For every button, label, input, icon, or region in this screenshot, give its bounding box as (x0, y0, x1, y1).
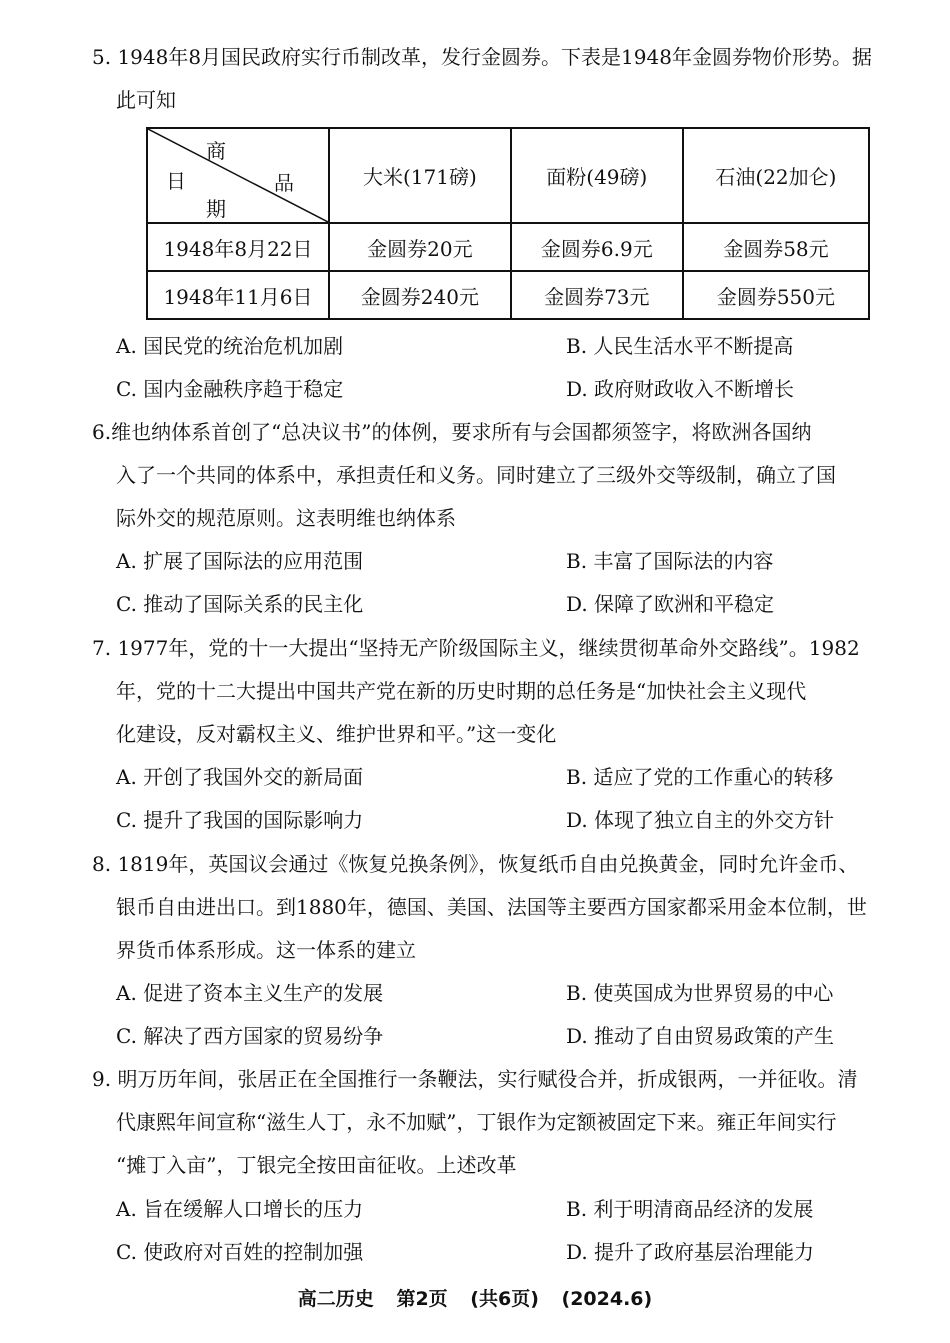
question-6-line2: 入了一个共同的体系中，承担责任和义务。同时建立了三级外交等级制，确立了国 (116, 463, 836, 487)
question-8-options (116, 972, 906, 1058)
footer-date: (2024.6) (561, 1288, 653, 1310)
cell-rice-price: 金圆券240元 (329, 271, 511, 319)
question-7 (92, 627, 907, 756)
cell-oil-price: 金圆券550元 (683, 271, 869, 319)
question-8 (92, 843, 907, 972)
option-a[interactable]: A. 扩展了国际法的应用范围 (116, 549, 364, 573)
header-label-qi: 期 (206, 197, 226, 221)
column-header-rice: 大米(171磅) (329, 128, 511, 223)
question-8-line1: 8. 1819年，英国议会通过《恢复兑换条例》，恢复纸币自由兑换黄金，同时允许金币、 (92, 852, 859, 876)
option-c[interactable]: C. 推动了国际关系的民主化 (116, 592, 364, 616)
question-6-options (116, 540, 906, 626)
question-5 (92, 36, 907, 122)
question-9-line3: “摊丁入亩”，丁银完全按田亩征收。上述改革 (116, 1153, 517, 1177)
option-d[interactable]: D. 政府财政收入不断增长 (566, 377, 795, 401)
option-c[interactable]: C. 国内金融秩序趋于稳定 (116, 377, 344, 401)
option-c[interactable]: C. 提升了我国的国际影响力 (116, 808, 364, 832)
option-b[interactable]: B. 利于明清商品经济的发展 (566, 1197, 814, 1221)
header-label-ri: 日 (166, 169, 186, 193)
option-d[interactable]: D. 保障了欧洲和平稳定 (566, 592, 775, 616)
option-d[interactable]: D. 体现了独立自主的外交方针 (566, 808, 835, 832)
header-label-pin: 品 (274, 171, 294, 195)
cell-flour-price: 金圆券73元 (511, 271, 683, 319)
question-5-stem-line2: 此可知 (116, 88, 176, 112)
footer-total-pages: (共6页) (470, 1288, 539, 1310)
question-6-line3: 际外交的规范原则。这表明维也纳体系 (116, 506, 456, 530)
option-a[interactable]: A. 开创了我国外交的新局面 (116, 765, 364, 789)
row-date: 1948年11月6日 (147, 271, 329, 319)
question-7-line1: 7. 1977年，党的十一大提出“坚持无产阶级国际主义，继续贯彻革命外交路线”。1982 (92, 636, 860, 660)
cell-flour-price: 金圆券6.9元 (511, 223, 683, 271)
question-9-options (116, 1188, 906, 1274)
option-b[interactable]: B. 使英国成为世界贸易的中心 (566, 981, 834, 1005)
option-a[interactable]: A. 旨在缓解人口增长的压力 (116, 1197, 364, 1221)
column-header-flour: 面粉(49磅) (511, 128, 683, 223)
question-9 (92, 1058, 907, 1187)
footer-page-number: 第2页 (396, 1288, 448, 1310)
table-row (147, 271, 869, 319)
question-9-line2: 代康熙年间宣称“滋生人丁，永不加赋”，丁银作为定额被固定下来。雍正年间实行 (116, 1110, 837, 1134)
table-row (147, 223, 869, 271)
option-a[interactable]: A. 促进了资本主义生产的发展 (116, 981, 384, 1005)
question-6 (92, 411, 907, 540)
option-b[interactable]: B. 丰富了国际法的内容 (566, 549, 774, 573)
question-5-stem-line1: 5. 1948年8月国民政府实行币制改革，发行金圆券。下表是1948年金圆券物价形势。据 (92, 45, 872, 69)
question-8-line3: 界货币体系形成。这一体系的建立 (116, 938, 416, 962)
price-table (146, 127, 870, 320)
option-c[interactable]: C. 使政府对百姓的控制加强 (116, 1240, 364, 1264)
question-7-options (116, 756, 906, 842)
diagonal-header-cell (147, 128, 329, 223)
cell-rice-price: 金圆券20元 (329, 223, 511, 271)
option-d[interactable]: D. 推动了自由贸易政策的产生 (566, 1024, 835, 1048)
footer-subject: 高二历史 (297, 1288, 374, 1310)
option-b[interactable]: B. 适应了党的工作重心的转移 (566, 765, 834, 789)
question-9-line1: 9. 明万历年间，张居正在全国推行一条鞭法，实行赋役合并，折成银两，一并征收。清 (92, 1067, 858, 1091)
page-footer (0, 1284, 950, 1311)
option-d[interactable]: D. 提升了政府基层治理能力 (566, 1240, 815, 1264)
question-8-line2: 银币自由进出口。到1880年，德国、美国、法国等主要西方国家都采用金本位制，世 (116, 895, 867, 919)
option-a[interactable]: A. 国民党的统治危机加剧 (116, 334, 344, 358)
question-6-line1: 6.维也纳体系首创了“总决议书”的体例，要求所有与会国都须签字，将欧洲各国纳 (92, 420, 812, 444)
row-date: 1948年8月22日 (147, 223, 329, 271)
question-7-line2: 年，党的十二大提出中国共产党在新的历史时期的总任务是“加快社会主义现代 (116, 679, 807, 703)
column-header-oil: 石油(22加仑) (683, 128, 869, 223)
question-5-options (116, 325, 906, 411)
table-header-row (147, 128, 869, 223)
question-7-line3: 化建设，反对霸权主义、维护世界和平。”这一变化 (116, 722, 557, 746)
cell-oil-price: 金圆券58元 (683, 223, 869, 271)
option-b[interactable]: B. 人民生活水平不断提高 (566, 334, 794, 358)
option-c[interactable]: C. 解决了西方国家的贸易纷争 (116, 1024, 384, 1048)
header-label-shang: 商 (206, 139, 226, 163)
